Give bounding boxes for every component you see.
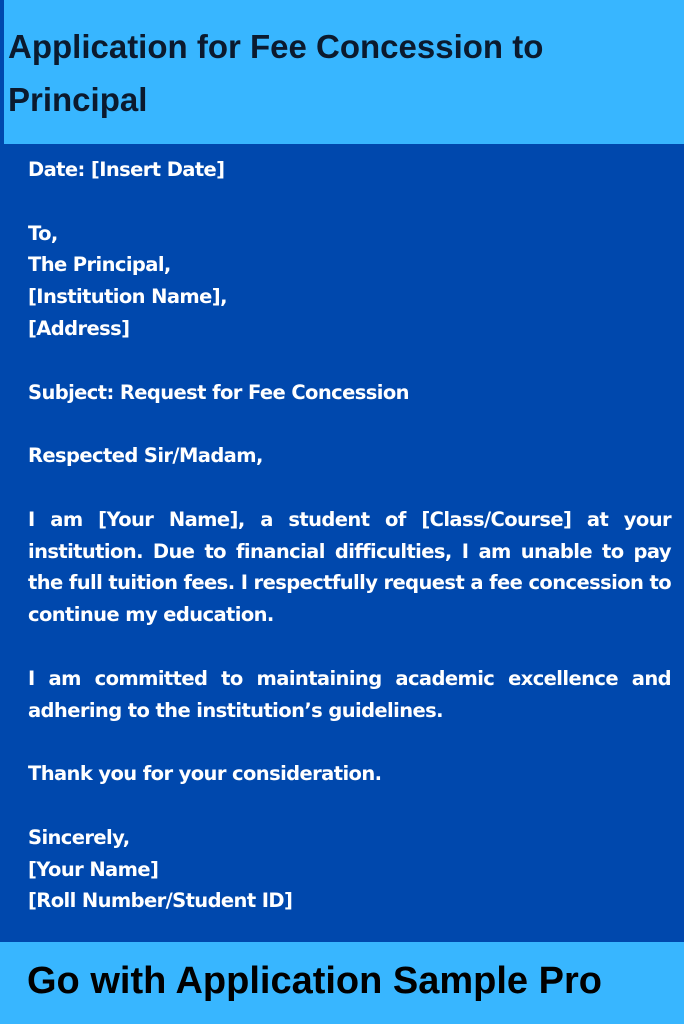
date-line: Date: [Insert Date] [28, 158, 225, 181]
recipient-title: The Principal, [28, 253, 171, 277]
recipient-address: [Address] [28, 316, 130, 340]
closing-name: [Your Name] [28, 857, 159, 881]
letter-thanks [28, 758, 671, 790]
recipient-block [28, 218, 671, 345]
letter-subject [28, 377, 671, 409]
recipient-to: To, [28, 221, 58, 245]
letter-date [28, 154, 671, 186]
footer-brand-text: Go with Application Sample Pro [27, 960, 602, 1002]
subject-line: Subject: Request for Fee Concession [28, 380, 409, 404]
letter-body [28, 154, 671, 949]
header-banner [0, 0, 684, 144]
closing-student-id: [Roll Number/Student ID] [28, 889, 293, 913]
closing-sign-off: Sincerely, [28, 825, 130, 849]
thanks-line: Thank you for your consideration. [28, 762, 382, 786]
page-title: Application for Fee Concession to Principal [8, 28, 544, 118]
footer-banner [0, 942, 684, 1024]
letter-greeting [28, 440, 671, 472]
body-paragraph-request: I am [Your Name], a student of [Class/Course] at your institution. Due to financial difficulties, I am unable to pay the full tuition fees. I respectfully request a fee concession to continue my education. [28, 507, 671, 627]
body-paragraph-commitment: I am committed to maintaining academic excellence and adhering to the institution’s guidelines. [28, 666, 671, 722]
recipient-institution: [Institution Name], [28, 285, 227, 309]
closing-block [28, 822, 671, 917]
greeting-line: Respected Sir/Madam, [28, 444, 263, 468]
